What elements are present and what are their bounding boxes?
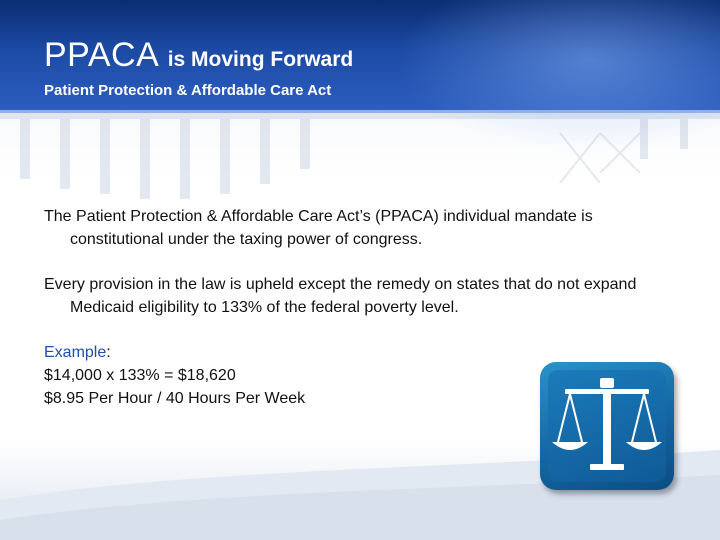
scales-badge [540, 362, 674, 490]
example-label: Example [44, 344, 107, 361]
title-main: PPACA [44, 36, 160, 74]
slide-title [44, 36, 353, 75]
header-banner [0, 0, 720, 113]
example-line-2: $8.95 Per Hour / 40 Hours Per Week [44, 390, 306, 407]
capitol-watermark [0, 113, 720, 203]
title-rest: is Moving Forward [167, 48, 354, 71]
example-heading [44, 341, 684, 364]
paragraph-mandate: The Patient Protection & Affordable Care Act’s (PPACA) individual mandate is constitutional under the taxing power of congress. [44, 208, 593, 248]
example-line-1: $14,000 x 133% = $18,620 [44, 367, 236, 384]
example-colon: : [106, 344, 111, 361]
slide-subtitle: Patient Protection & Affordable Care Act [44, 82, 332, 99]
scales-of-justice-icon [540, 362, 674, 490]
paragraph-medicaid: Every provision in the law is upheld except the remedy on states that do not expand Medicaid eligibility to 133% of the federal poverty level. [44, 276, 637, 316]
